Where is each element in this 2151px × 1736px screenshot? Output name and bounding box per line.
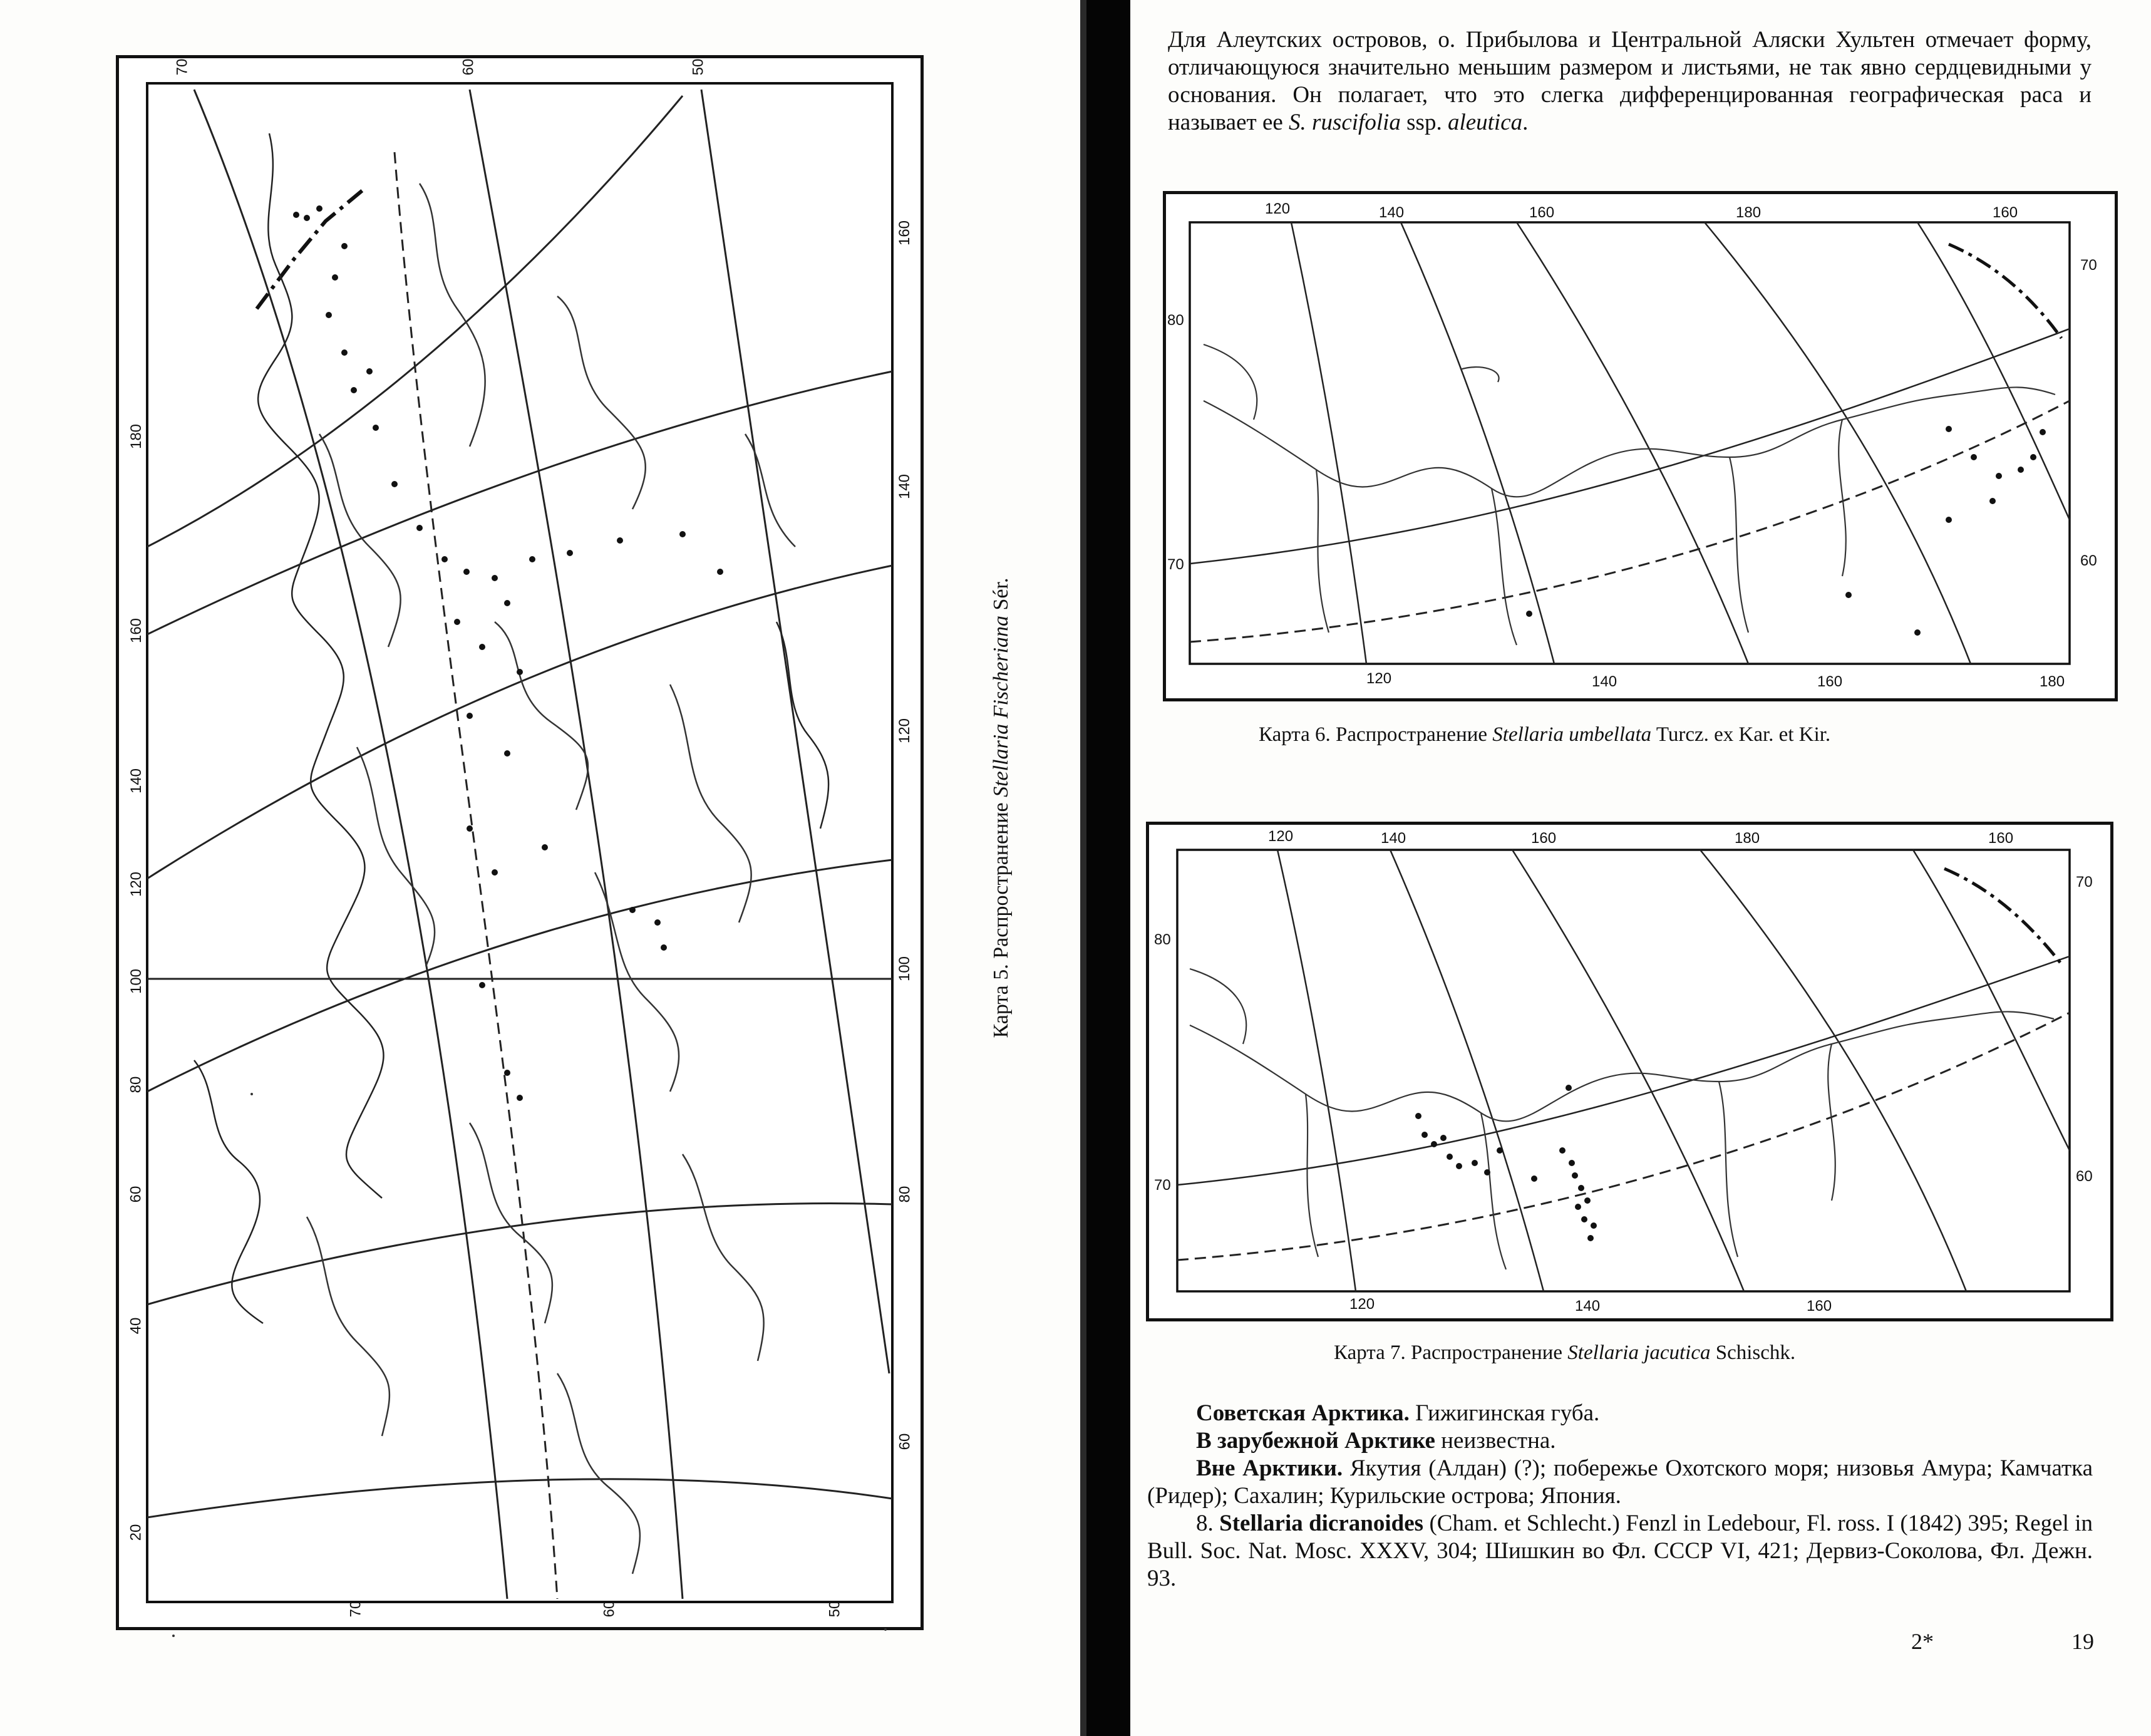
parallel-70 <box>1177 956 2070 1185</box>
paragraph-text: (Cham. et Schlecht.) Fenzl in Ledebour, Fl. ross. I (1842) 395; Regel in Bull. Soc. Nat. Mosc. XXXV, 304; Шишкин во Фл. СССР VI, 421; Дервиз-Соколова, Фл. Дежн. 93. <box>1147 1511 2093 1591</box>
meridian-120 <box>1291 222 1366 664</box>
map-5-left-coord: 100 <box>128 968 145 995</box>
map-6-right-coord: 70 <box>2080 257 2097 274</box>
intro-ssp: ssp. <box>1406 110 1442 135</box>
section-label: В зарубежной Арктике <box>1196 1428 1435 1454</box>
map-6-top-coord: 160 <box>1529 204 1555 221</box>
meridian-70 <box>194 90 507 1599</box>
book-spine <box>1086 0 1130 1736</box>
map-7-right-coord: 60 <box>2076 1168 2093 1185</box>
map-6-top-coord: 120 <box>1265 200 1291 217</box>
map-7-left-coord: 80 <box>1154 931 1171 948</box>
map-5-occurrence-dots <box>293 205 723 1101</box>
intro-end: . <box>1522 110 1529 135</box>
map-6-caption-species: Stellaria umbellata <box>1492 723 1652 746</box>
map-7-right-coord: 70 <box>2076 874 2093 891</box>
intro-species: S. ruscifolia <box>1289 110 1401 135</box>
map-7-caption-species: Stellaria jacutica <box>1567 1341 1711 1364</box>
meridian-120 <box>1277 850 1356 1291</box>
map-6-left-coord: 70 <box>1167 556 1184 573</box>
parallel-2 <box>147 566 892 879</box>
map-5-right-coord: 140 <box>896 473 914 500</box>
intro-paragraph <box>1168 26 2092 137</box>
map-7-bottom-coord: 160 <box>1807 1298 1832 1315</box>
map-5-right-coord: 120 <box>896 718 914 744</box>
page-number: 19 <box>2071 1629 2094 1654</box>
map-7-top-coord: 180 <box>1735 830 1760 847</box>
species-name: Stellaria dicranoides <box>1219 1511 1424 1536</box>
map-6-bottom-coord: 180 <box>2040 673 2065 690</box>
map-5-inner-frame <box>147 83 892 1602</box>
map-5-left-coord: 20 <box>127 1524 145 1541</box>
paragraph-text: Гижигинская губа. <box>1409 1400 1600 1426</box>
map-5-left-coord: 80 <box>127 1076 145 1093</box>
section-label: Вне Арктики. <box>1196 1455 1343 1481</box>
parallel-3 <box>147 860 892 1092</box>
signature-mark: 2* <box>1911 1629 1934 1654</box>
parallel-4 <box>147 1204 892 1305</box>
map-6-caption-author: Turcz. ex Kar. et Kir. <box>1651 723 1831 746</box>
map-5-right-coord: 60 <box>896 1433 914 1450</box>
parallel-5 <box>147 1479 892 1517</box>
map-7-top-coord: 160 <box>1988 830 2014 847</box>
map-5-right-coord: 80 <box>896 1186 914 1203</box>
map-5-graticule <box>147 90 892 1599</box>
map-5-right-coord: 160 <box>896 220 914 246</box>
meridian-60 <box>470 90 683 1599</box>
map-6-top-coord: 160 <box>1993 204 2018 221</box>
map-5-border <box>257 190 363 309</box>
map-7-top-coord: 140 <box>1381 830 1406 847</box>
map-5 <box>116 55 924 1630</box>
meridian-50 <box>701 90 889 1373</box>
map-5-top-coord: 60 <box>460 58 477 76</box>
intro-subspecies: aleutica <box>1447 110 1523 135</box>
meridian-140 <box>1401 222 1554 664</box>
map-6-bottom-coord: 140 <box>1592 673 1617 690</box>
map-7-caption-author: Schischk. <box>1710 1341 1796 1364</box>
map-5-caption-author: Sér. <box>989 577 1013 616</box>
meridian-160w <box>1917 222 2070 520</box>
map-5-drawing <box>119 58 921 1627</box>
map-5-caption <box>989 495 1021 1121</box>
page-speck <box>172 1635 175 1637</box>
map-7-left-coord: 70 <box>1154 1177 1171 1194</box>
map-6-bottom-coord: 120 <box>1366 670 1392 687</box>
map-6-bottom-coord: 160 <box>1817 673 1843 690</box>
map-5-caption-prefix: Карта 5. Распространение <box>989 797 1013 1038</box>
map-5-bottom-coord: 60 <box>601 1600 618 1618</box>
parallel-1 <box>147 371 892 634</box>
map-6 <box>1163 191 2118 701</box>
map-7-border <box>1944 869 2060 963</box>
paragraph-text: неизвестна. <box>1435 1428 1556 1454</box>
map-5-right-coord: 100 <box>896 956 914 982</box>
map-6-left-coord: 80 <box>1167 312 1184 329</box>
map-5-left-coord: 120 <box>128 871 145 897</box>
map-7-bottom-coord: 140 <box>1575 1298 1601 1315</box>
map-5-bottom-coord: 70 <box>347 1600 364 1618</box>
map-7-bottom-coord: 120 <box>1349 1296 1375 1313</box>
arc-north <box>147 96 683 547</box>
map-5-top-coord: 50 <box>689 58 707 76</box>
meridian-180 <box>1700 850 1966 1291</box>
map-6-caption <box>1259 723 1830 747</box>
intro-text: Для Алеутских островов, о. Прибылова и Центральной Аляски Хультен отмечает форму, отличающуюся значительно меньшим размером и листьями, не так явно сердцевидными у основания. Он полагает, что это слегка дифференцированная географическая раса и называет ее <box>1168 27 2092 135</box>
parallel-70 <box>1190 329 2070 564</box>
map-7-top-coord: 120 <box>1268 828 1294 845</box>
map-6-coastline <box>1204 344 2055 645</box>
entry-number: 8. <box>1196 1511 1220 1536</box>
map-5-left-coord: 60 <box>127 1186 145 1203</box>
map-5-left-coord: 40 <box>127 1317 145 1335</box>
map-6-top-coord: 180 <box>1736 204 1762 221</box>
map-6-drawing <box>1166 194 2115 698</box>
map-7-caption-prefix: Карта 7. Распространение <box>1334 1341 1568 1364</box>
body-paragraph <box>1147 1400 2093 1427</box>
meridian-140 <box>1390 850 1544 1291</box>
map-5-left-coord: 160 <box>128 617 145 644</box>
map-5-left-coord: 180 <box>128 423 145 450</box>
body-paragraph <box>1147 1455 2093 1510</box>
map-5-top-coord: 70 <box>173 58 191 76</box>
map-7 <box>1146 822 2113 1321</box>
page-speck <box>250 1093 253 1095</box>
map-5-caption-species: Stellaria Fischeriana <box>989 615 1013 797</box>
map-7-coastline <box>1190 969 2054 1269</box>
section-label: Советская Арктика. <box>1196 1400 1410 1426</box>
map-7-caption <box>1334 1341 1795 1365</box>
map-6-border <box>1949 244 2061 338</box>
map-5-range-line <box>395 152 557 1599</box>
map-5-rivers <box>307 183 795 1574</box>
map-5-bottom-coord: 50 <box>826 1600 843 1618</box>
meridian-160 <box>1512 850 1744 1291</box>
map-6-caption-prefix: Карта 6. Распространение <box>1259 723 1493 746</box>
map-7-top-coord: 160 <box>1531 830 1557 847</box>
page-speck <box>884 1628 887 1631</box>
body-paragraph <box>1147 1427 2093 1455</box>
paragraph-text: Якутия (Алдан) (?); побережье Охотского моря; низовья Амура; Камчатка (Ридер); Сахалин; Курильские острова; Япония. <box>1147 1455 2093 1509</box>
body-paragraph <box>1147 1510 2093 1593</box>
body-text <box>1147 1400 2093 1593</box>
map-6-right-coord: 60 <box>2080 552 2097 569</box>
map-7-drawing <box>1149 825 2110 1318</box>
map-6-top-coord: 140 <box>1379 204 1405 221</box>
meridian-160 <box>1517 222 1748 664</box>
map-5-left-coord: 140 <box>128 768 145 794</box>
